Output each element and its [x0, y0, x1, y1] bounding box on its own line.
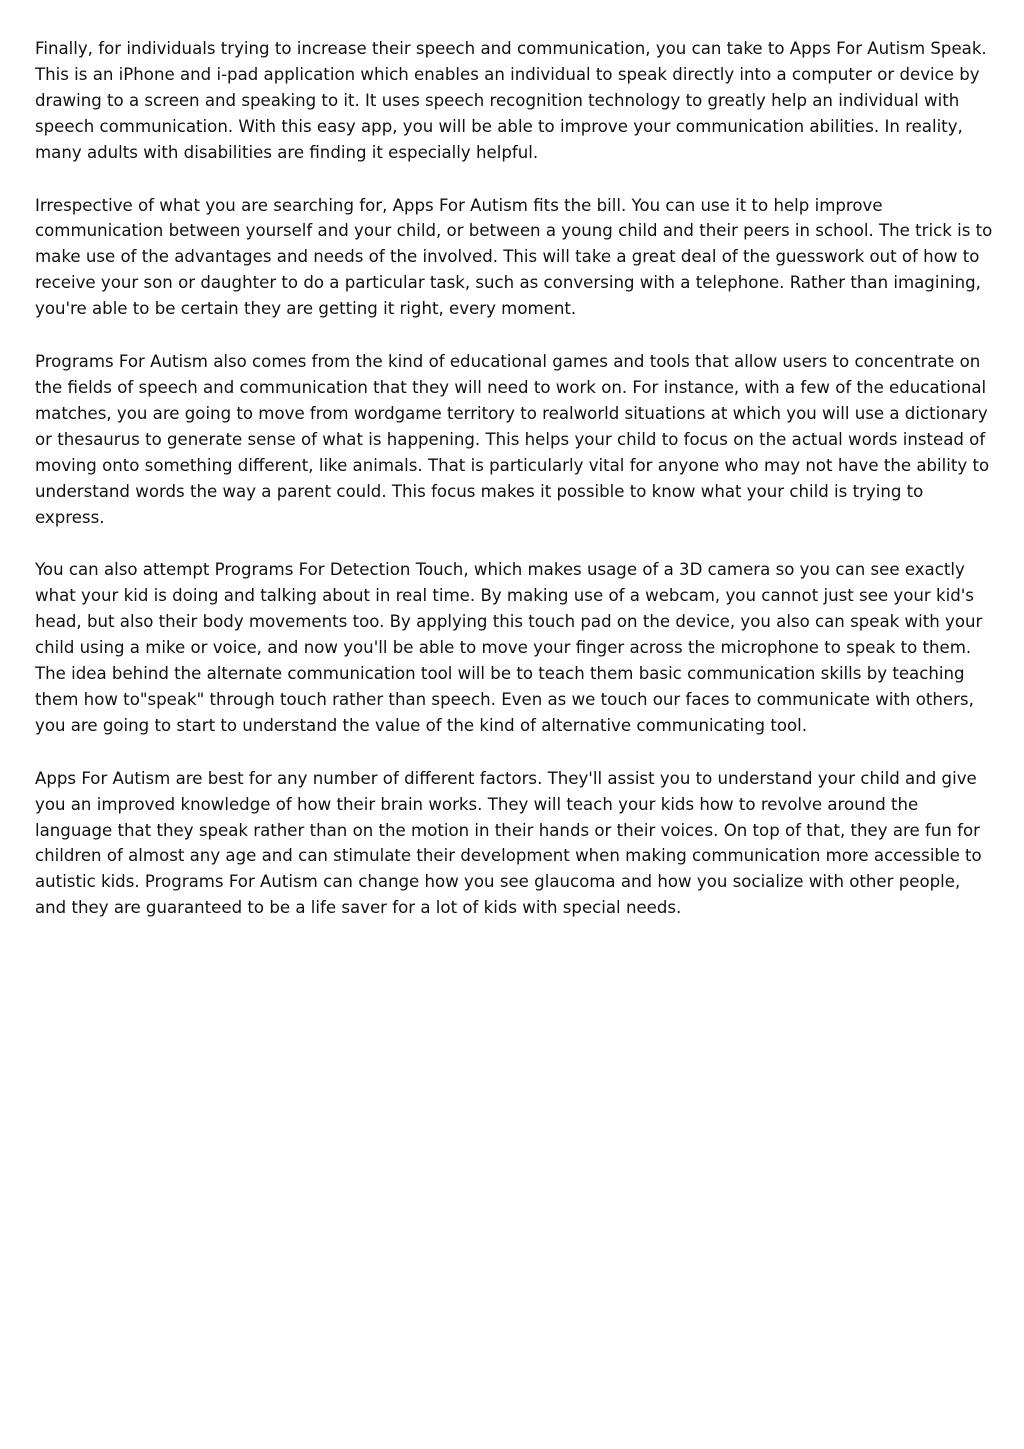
document-page: [35, 36, 993, 948]
paragraph-4: You can also attempt Programs For Detection Touch, which makes usage of a 3D camera so you can see exactly what your kid is doing and talking about in real time. By making use of a webcam, you cannot just see your kid's head, but also their body movements too. By applying this touch pad on the device, you also can speak with your child using a mike or voice, and now you'll be able to move your finger across the microphone to speak to them. The idea behind the alternate communication tool will be to teach them basic communication skills by teaching them how to"speak" through touch rather than speech. Even as we touch our faces to communicate with others, you are going to start to understand the value of the kind of alternative communicating tool.: [35, 560, 983, 735]
paragraph-2: Irrespective of what you are searching for, Apps For Autism fits the bill. You can use it to help improve communication between yourself and your child, or between a young child and their peers in school. The trick is to make use of the advantages and needs of the involved. This will take a great deal of the guesswork out of how to receive your son or daughter to do a particular task, such as conversing with a telephone. Rather than imagining, you're able to be certain they are getting it right, every moment.: [35, 195, 993, 319]
paragraph-5: Apps For Autism are best for any number of different factors. They'll assist you to understand your child and give you an improved knowledge of how their brain works. They will teach your kids how to revolve around the language that they speak rather than on the motion in their hands or their voices. On top of that, they are fun for children of almost any age and can stimulate their development when making communication more accessible to autistic kids. Programs For Autism can change how you see glaucoma and how you socialize with other people, and they are guaranteed to be a life saver for a lot of kids with special needs.: [35, 768, 982, 918]
paragraph-1: Finally, for individuals trying to increase their speech and communication, you can take to Apps For Autism Speak. This is an iPhone and i-pad application which enables an individual to speak directly into a computer or device by drawing to a screen and speaking to it. It uses speech recognition technology to greatly help an individual with speech communication. With this easy app, you will be able to improve your communication abilities. In reality, many adults with disabilities are finding it especially helpful.: [35, 39, 987, 162]
paragraph-3: Programs For Autism also comes from the kind of educational games and tools that allow users to concentrate on the fields of speech and communication that they will need to work on. For instance, with a few of the educational matches, you are going to move from wordgame territory to realworld situations at which you will use a dictionary or thesaurus to generate sense of what is happening. This helps your child to focus on the actual words instead of moving onto something different, like animals. That is particularly vital for anyone who may not have the ability to understand words the way a parent could. This focus makes it possible to know what your child is trying to express.: [35, 352, 990, 527]
